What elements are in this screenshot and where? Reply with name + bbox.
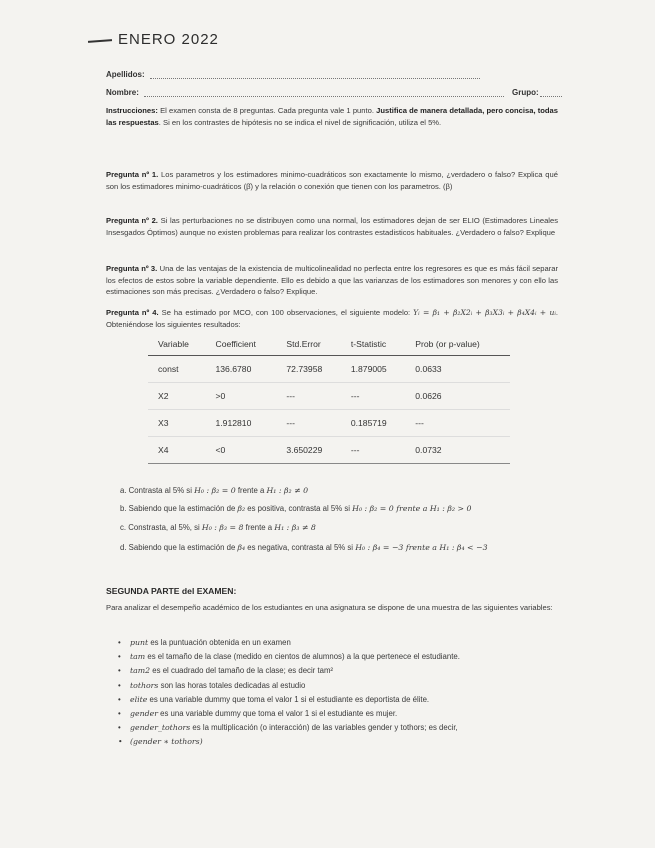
table-cell: const <box>148 356 206 383</box>
table-cell: --- <box>276 383 340 410</box>
table-cell: 1.912810 <box>206 410 277 437</box>
table-cell: 3.650229 <box>276 437 340 464</box>
table-cell: 0.0626 <box>405 383 510 410</box>
sub-item-d: d. Sabiendo que la estimación de β₄ es negativa, contrasta al 5% si H₀ : β₄ = −3 frente a H₁ : β₄ < −3 <box>120 543 488 552</box>
table-row <box>148 356 510 383</box>
table-cell: 136.6780 <box>206 356 277 383</box>
variable-list <box>118 636 460 750</box>
regression-table <box>148 333 510 464</box>
question-3: Pregunta nº 3. Una de las ventajas de la existencia de multicolinealidad no perfecta entre los regresores es que es más fácil separar los efectos de estos sobre la variable dependiente. Ello es debido a que las varianzas de los estimadores son menores y con ello las estimaciones son más precisas. ¿Verdadero o falso? Explique. <box>106 264 558 297</box>
table-header: t-Statistic <box>341 333 405 356</box>
table-cell: 1.879005 <box>341 356 405 383</box>
sub-item-c: c. Constrasta, al 5%, si H₀ : β₃ = 8 frente a H₁ : β₃ ≠ 8 <box>120 523 316 532</box>
grupo-line[interactable] <box>540 88 562 97</box>
list-item-continuation: • (gender ∗ tothors) <box>118 735 460 749</box>
handwritten-date: ENERO 2022 <box>118 31 219 48</box>
table-cell: X4 <box>148 437 206 464</box>
question-2: Pregunta nº 2. Si las perturbaciones no se distribuyen como una normal, los estimadores dejan de ser ELIO (Estimadores Lineales Insesgados Óptimos) aunque no existen problemas para realizar los contrastes estadisticos habituales. ¿Verdadero o falso? Explique <box>106 216 558 237</box>
apellidos-label: Apellidos: <box>106 70 145 79</box>
table-cell: --- <box>341 383 405 410</box>
table-header: Coefficient <box>206 333 277 356</box>
table-cell: --- <box>405 410 510 437</box>
table-row <box>148 383 510 410</box>
table-cell: 0.0633 <box>405 356 510 383</box>
list-item: • gender_tothors es la multiplicación (o interacción) de las variables gender y tothors; es decir, <box>118 721 460 735</box>
table-cell: X3 <box>148 410 206 437</box>
question-4: Pregunta nº 4. Se ha estimado por MCO, con 100 observaciones, el siguiente modelo: Yᵢ = β₁ + β₂X2ᵢ + β₃X3ᵢ + β₄X4ᵢ + uᵢ. Obteniéndose los siguientes resultados: <box>106 308 558 329</box>
list-item: • tam es el tamaño de la clase (medido en cientos de alumnos) a la que pertenece el estudiante. <box>118 650 460 664</box>
list-item: • tothors son las horas totales dedicadas al estudio <box>118 679 460 693</box>
table-header: Prob (or p-value) <box>405 333 510 356</box>
nombre-label: Nombre: <box>106 88 139 97</box>
table-row <box>148 410 510 437</box>
table-cell: 72.73958 <box>276 356 340 383</box>
list-item: • elite es una variable dummy que toma el valor 1 si el estudiante es deportista de élite. <box>118 693 460 707</box>
grupo-label: Grupo: <box>512 88 539 97</box>
table-header: Std.Error <box>276 333 340 356</box>
question-1: Pregunta nº 1. Los parametros y los estimadores minimo-cuadráticos son exactamente lo mismo, ¿verdadero o falso? Explica qué son los estimadores minimo-cuadráticos (β̂) y la relación o conexión que tienen con los parametros. (β) <box>106 170 558 191</box>
sub-item-b: b. Sabiendo que la estimación de β₂ es positiva, contrasta al 5% si H₀ : β₂ = 0 frente a H₁ : β₂ > 0 <box>120 504 472 513</box>
sub-item-a: a. Contrasta al 5% si H₀ : β₂ = 0 frente a H₁ : β₂ ≠ 0 <box>120 486 309 495</box>
part2-heading: SEGUNDA PARTE del EXAMEN: <box>106 586 237 596</box>
table-header-row <box>148 333 510 356</box>
table-cell: --- <box>341 437 405 464</box>
list-item: • gender es una variable dummy que toma el valor 1 si el estudiante es mujer. <box>118 707 460 721</box>
instructions: Instrucciones: El examen consta de 8 preguntas. Cada pregunta vale 1 punto. Justifica de manera detallada, pero concisa, todas las respuestas. Si en los contrastes de hipótesis no se indica el nivel de significación, utiliza el 5%. <box>106 106 558 127</box>
table-cell: 0.0732 <box>405 437 510 464</box>
table-cell: --- <box>276 410 340 437</box>
table-header: Variable <box>148 333 206 356</box>
table-cell: <0 <box>206 437 277 464</box>
table-cell: X2 <box>148 383 206 410</box>
list-item: • punt es la puntuación obtenida en un examen <box>118 636 460 650</box>
table-cell: 0.185719 <box>341 410 405 437</box>
list-item: • tam2 es el cuadrado del tamaño de la clase; es decir tam² <box>118 664 460 678</box>
table-row <box>148 437 510 464</box>
table-cell: >0 <box>206 383 277 410</box>
handwritten-dash <box>88 39 112 43</box>
nombre-line[interactable] <box>144 88 504 97</box>
apellidos-line[interactable] <box>150 70 480 79</box>
part2-intro: Para analizar el desempeño académico de los estudiantes en una asignatura se dispone de una muestra de las siguientes variables: <box>106 603 553 612</box>
